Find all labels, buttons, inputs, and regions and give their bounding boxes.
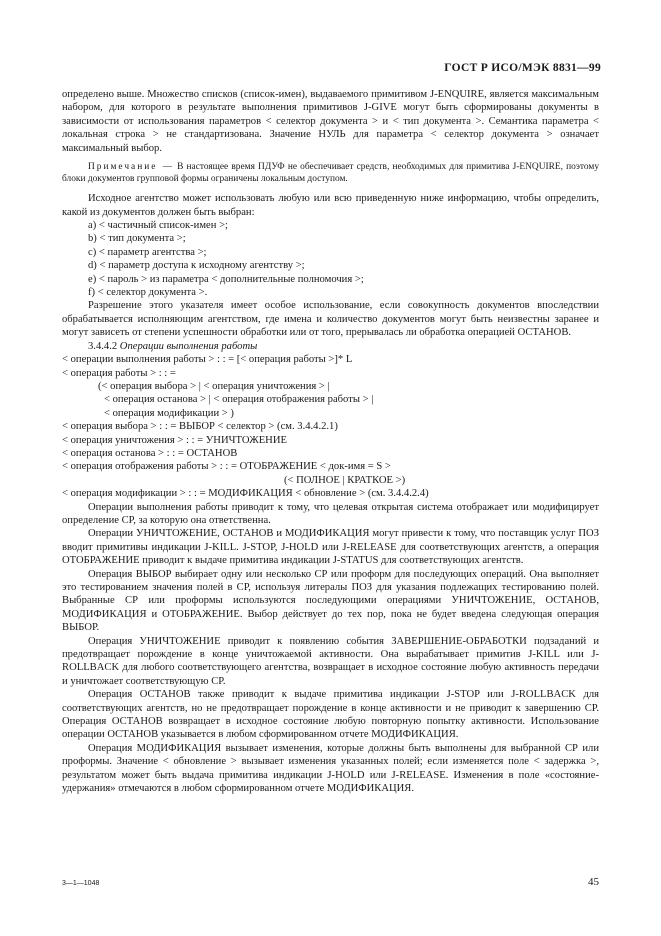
list-item: с) < параметр агентства >; (88, 246, 207, 258)
grammar-line: < операция работы > : : = (62, 367, 176, 379)
body-paragraph: Операция ОСТАНОВ также приводит к выдаче примитива индикации J-STOP или J-ROLLBACK для соответствующих агентств, но не предотвращает порождение в конце активности и не приводит к завершению СР. Операция ОСТАНОВ возвращает в исходное состояние любую повторную попытку активности. Использование операции ОСТАНОВ указывается в любом сформированном отчете МОДИФИКАЦИЯ. (62, 689, 599, 741)
section-heading (62, 340, 599, 353)
grammar-line: < операции выполнения работы > : : = [< операция работы >]* L (62, 354, 353, 366)
grammar-line: < операция останова > | < операция отображения работы > | (104, 394, 374, 406)
body-paragraph: Операции УНИЧТОЖЕНИЕ, ОСТАНОВ и МОДИФИКАЦИЯ могут привести к тому, что поставщик услуг ПОЗ вводит примитивы индикации J-KILL. J-STOP, J-HOLD или J-RELEASE для соответствующих агентств, а операция ОТОБРАЖЕНИЕ приводит к выдаче примитива индикации J-STATUS для соответствующих агентств. (62, 528, 599, 567)
print-code: 3—1—1048 (62, 880, 100, 887)
grammar-line: < операция отображения работы > : : = ОТОБРАЖЕНИЕ < док-имя = S > (62, 461, 391, 473)
section-number: 3.4.4.2 (88, 340, 118, 352)
grammar-line: (< операция выбора > | < операция уничтожения > | (98, 380, 330, 392)
body-paragraph: Операция ВЫБОР выбирает одну или несколько СР или проформ для последующих операций. Она выполняет это тестированием значения полей в СР, используя литералы ПОЗ для указания подлежащих тестированию полей. Выбранные СР или проформы используются последующими операциями УНИЧТОЖЕНИЕ, ОСТАНОВ, МОДИФИКАЦИЯ и ОТОБРАЖЕНИЕ. Выбор действует до тех пор, пока не будет введена следующая операция ВЫБОР. (62, 568, 599, 634)
grammar-line: (< ПОЛНОЕ | КРАТКОЕ >) (284, 474, 406, 486)
resolution-paragraph: Разрешение этого указателя имеет особое использование, если совокупность документов впоследствии обрабатывается исполняющим агентством, где имена и количество документов могут быть неизвестны заранее и могут зависеть от степени успешности обработки или от того, прерывалась ли обработка операцией ОСТАНОВ. (62, 300, 599, 339)
page-number: 45 (588, 876, 599, 888)
list-item: е) < пароль > из параметра < дополнительные полномочия >; (88, 273, 364, 285)
section-title: Операции выполнения работы (119, 340, 258, 352)
list-item: d) < параметр доступа к исходному агентству >; (88, 260, 305, 272)
grammar-line: < операция модификации > : : = МОДИФИКАЦИЯ < обновление > (см. 3.4.4.2.4) (62, 488, 429, 500)
body-paragraph: Операции выполнения работы приводит к тому, что целевая открытая система отображает или модифицирует определение СР, за которую она ответственна. (62, 501, 599, 526)
standard-header: ГОСТ Р ИСО/МЭК 8831—99 (444, 62, 601, 74)
list-item: а) < частичный список-имен >; (88, 220, 228, 232)
agent-paragraph: Исходное агентство может использовать любую или всю приведенную ниже информацию, чтобы определить, какой из документов должен быть выбран: (62, 193, 599, 218)
grammar-line: < операция модификации > ) (104, 407, 234, 419)
list-item: f) < селектор документа >. (88, 287, 208, 299)
page-content (62, 88, 599, 796)
note-text: В настоящее время ПДУФ не обеспечивает средств, необходимых для примитива J-ENQUIRE, поэтому блоки документов групповой формы ограничены локальным доступом. (62, 162, 600, 184)
note-paragraph (62, 162, 599, 185)
grammar-line: < операция выбора > : : = ВЫБОР < селектор > (см. 3.4.4.2.1) (62, 421, 338, 433)
grammar-line: < операция уничтожения > : : = УНИЧТОЖЕНИЕ (62, 434, 287, 446)
list-item: b) < тип документа >; (88, 233, 186, 245)
note-label: Примечание — (88, 162, 174, 173)
intro-paragraph: определено выше. Множество списков (список-имен), выдаваемого примитивом J-ENQUIRE, является максимальным набором, для которого в результате выполнения примитивов J-GIVE могут быть сформированы документы в зависимости от использования параметров < селектор документа > и < тип документа >. Семантика параметра < локальная строка > не стандартизована. Значение НУЛЬ для параметра < селектор документа > означает максимальный выбор. (62, 89, 599, 154)
grammar-line: < операция останова > : : = ОСТАНОВ (62, 447, 238, 459)
body-paragraph: Операция МОДИФИКАЦИЯ вызывает изменения, которые должны быть выполнены для выбранной СР или проформы. Значение < обновление > вызывает изменения указанных полей; если изменяется поле < задержка >, результатом может быть выдача примитива индикации J-HOLD или J-RELEASE. Изменения в поле «состояние-удержания» отмечаются в любом сформированном отчете МОДИФИКАЦИЯ. (62, 742, 599, 795)
body-paragraph: Операция УНИЧТОЖЕНИЕ приводит к появлению события ЗАВЕРШЕНИЕ-ОБРАБОТКИ подзаданий и предотвращает порождение в конце уничтожаемой активности. Она вырабатывает примитив J-KILL или J-ROLLBACK для любого соответствующего агентства, возвращает в исходное состояние любую активность передачи и уничтожает соответствующую СР. (62, 635, 599, 687)
